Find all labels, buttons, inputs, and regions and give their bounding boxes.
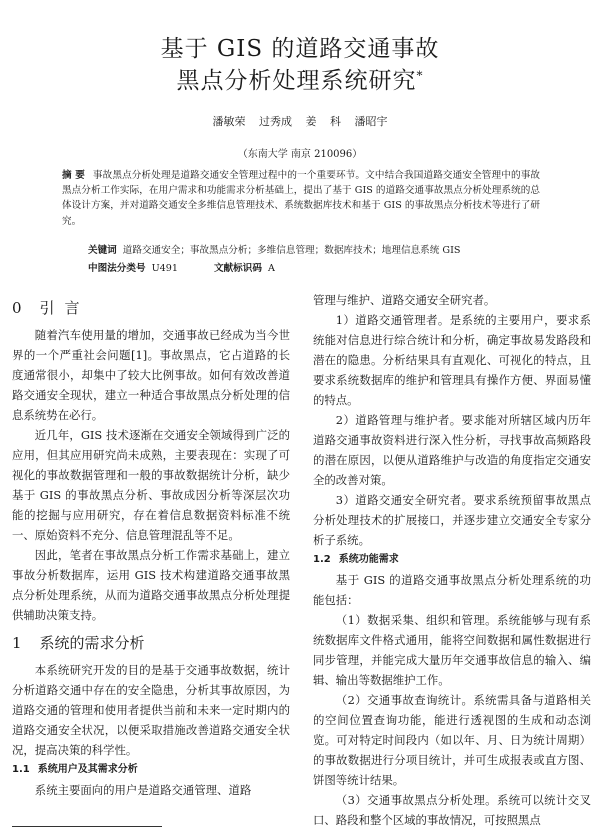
clc-value: U491 bbox=[151, 263, 178, 274]
paper-title-line1: 基于 GIS 的道路交通事故 bbox=[160, 36, 440, 62]
paragraph: 随着汽车使用量的增加，交通事故已经成为当今世界的一个严重社会问题[1]。事故黑点，它占道路的长度通常很小，却集中了较大比例事故。如何有效改善道路交通安全现状，建立一种适合事故黑点分析处理的信息系统势在必行。 bbox=[12, 328, 290, 422]
subsection-heading-functions bbox=[313, 550, 591, 570]
subsection-number: 1.1 bbox=[12, 764, 30, 775]
section-number: 1 bbox=[12, 634, 22, 652]
subsection-title: 系统功能需求 bbox=[338, 554, 399, 565]
affiliation: （东南大学 南京 210096） bbox=[237, 149, 363, 160]
paper-title-line2-text: 黑点分析处理系统研究 bbox=[176, 68, 417, 94]
title-footnote-mark: * bbox=[416, 68, 424, 83]
footnote-rule bbox=[12, 826, 162, 827]
subsection-number: 1.2 bbox=[313, 554, 331, 565]
paragraph: 3）道路交通安全研究者。要求系统预留事故黑点分析处理技术的扩展接口，并逐步建立交通安全专家分析子系统。 bbox=[313, 493, 591, 547]
keywords-line bbox=[88, 242, 460, 256]
section-heading-requirements bbox=[12, 633, 290, 653]
keywords-text: 道路交通安全；事故黑点分析；多维信息管理；数据库技术；地理信息系统 GIS bbox=[122, 245, 461, 256]
paper-title-line2 bbox=[0, 62, 600, 95]
left-column bbox=[12, 290, 290, 800]
paragraph: 系统主要面向的用户是道路交通管理、道路 bbox=[34, 783, 252, 797]
paragraph: 因此，笔者在事故黑点分析工作需求基础上，建立事故分析数据库，运用 GIS 技术构建道路交通事故黑点分析处理系统，从而为道路交通事故黑点分析处理提供辅助决策支持。 bbox=[12, 548, 290, 622]
paragraph: （3）交通事故黑点分析处理。系统可以统计交叉口、路段和整个区域的事故情况，可按照黑点 bbox=[313, 793, 591, 827]
paragraph: 基于 GIS 的道路交通事故黑点分析处理系统的功能包括： bbox=[313, 573, 591, 607]
paragraph: 本系统研究开发的目的是基于交通事故数据，统计分析道路交通中存在的安全隐患，分析其事故原因，为道路交通的管理和使用者提供当前和未来一定时期内的道路交通安全状况，以便采取措施改善道路交通安全状况，提高决策的科学性。 bbox=[12, 663, 290, 757]
section-title: 系统的需求分析 bbox=[39, 634, 145, 652]
section-title: 引言 bbox=[39, 299, 90, 317]
subsection-title: 系统用户及其需求分析 bbox=[37, 764, 138, 775]
section-heading-intro bbox=[12, 298, 290, 318]
author-list: 潘敏荣 过秀成 姜 科 潘昭宇 bbox=[212, 115, 388, 128]
classification-line bbox=[88, 260, 275, 274]
abstract-text: 事故黑点分析处理是道路交通安全管理过程中的一个重要环节。文中结合我国道路交通安全管理中的事故黑点分析工作实际，在用户需求和功能需求分析基础上，提出了基于 GIS 的道路交通事故黑点分析处理系统的总体设计方案，并对道路交通安全多维信息管理技术、系统数据库技术和基于 GIS 的事故黑点分析技术等进行了研究。 bbox=[62, 170, 541, 227]
right-column bbox=[313, 290, 591, 830]
section-number: 0 bbox=[12, 299, 22, 317]
doc-code-label: 文献标识码 bbox=[213, 263, 262, 274]
paragraph: 近几年，GIS 技术逐渐在交通安全领域得到广泛的应用，但其应用研究尚未成熟，主要表现在：实现了可视化的事故数据管理和一般的事故数据统计分析，缺少基于 GIS 的事故黑点分析、事故成因分析等深层次功能的挖掘与应用研究，存在着信息数据资料标准不统一、原始资料不充分、信息管理混乱等不足。 bbox=[12, 428, 290, 542]
paragraph: 1）道路交通管理者。是系统的主要用户，要求系统能对信息进行综合统计和分析，确定事故易发路段和潜在的隐患。分析结果具有直观化、可视化的特点，且要求系统数据库的维护和管理具有操作方便、界面易懂的特点。 bbox=[313, 313, 591, 407]
doc-code-value: A bbox=[267, 263, 275, 274]
keywords-label: 关键词 bbox=[88, 245, 117, 256]
subsection-heading-users bbox=[12, 760, 290, 780]
abstract bbox=[62, 168, 540, 229]
abstract-label: 摘 要 bbox=[62, 170, 85, 181]
paragraph: （2）交通事故查询统计。系统需具备与道路相关的空间位置查询功能，能进行透视图的生成和动态浏览。可对特定时间段内（如以年、月、日为统计周期）的事故数据进行分项目统计，并可生成报表或直方图、饼图等统计结果。 bbox=[313, 693, 591, 787]
paragraph: 管理与维护、道路交通安全研究者。 bbox=[313, 293, 496, 307]
paragraph: （1）数据采集、组织和管理。系统能够与现有系统数据库文件格式通用，能将空间数据和属性数据进行同步管理，并能完成大量历年交通事故信息的输入、编辑、输出等数据维护工作。 bbox=[313, 613, 591, 687]
clc-label: 中图法分类号 bbox=[88, 263, 146, 274]
paragraph: 2）道路管理与维护者。要求能对所辖区域内历年道路交通事故资料进行深入性分析，寻找事故高频路段的潜在原因，以便从道路维护与改造的角度指定交通安全的改善对策。 bbox=[313, 413, 591, 487]
